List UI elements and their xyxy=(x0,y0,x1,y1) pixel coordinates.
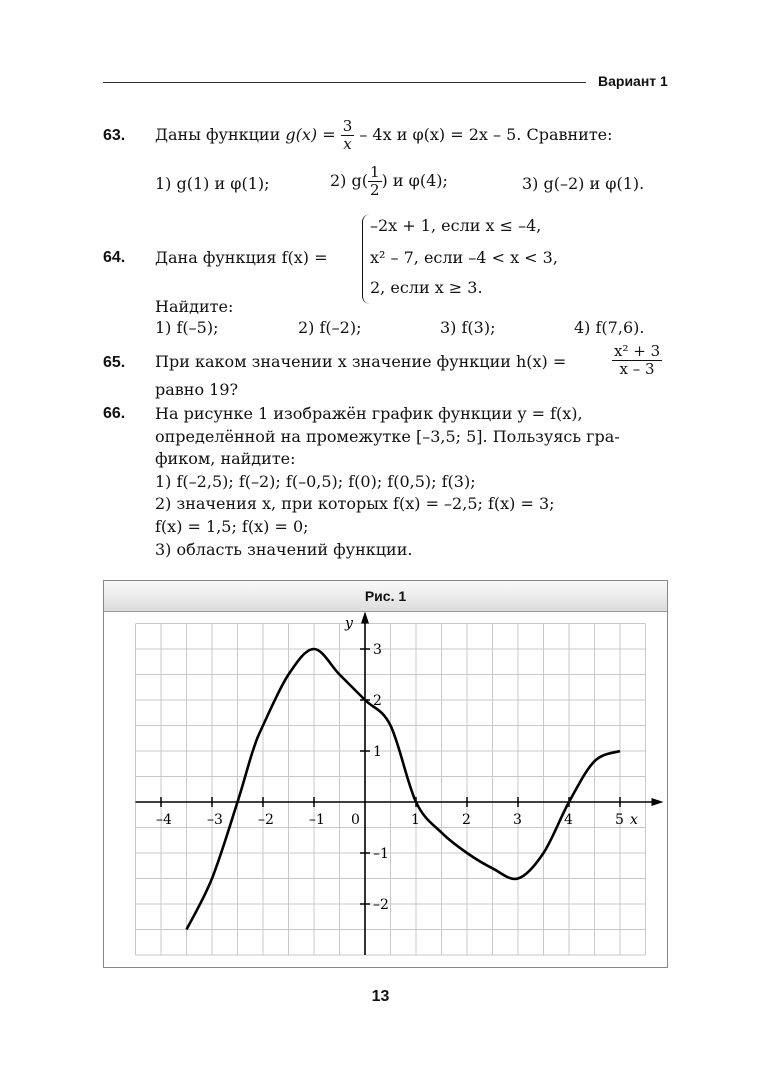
problem-63-item-2: 2) g( $\frac{1}{2}$ ) и φ(4); xyxy=(330,163,448,199)
y-tick-label: 1 xyxy=(373,744,382,760)
numerator: 3 xyxy=(342,117,353,135)
graph xyxy=(104,612,667,968)
numerator: x² + 3 xyxy=(614,342,661,360)
figure-title: Рис. 1 xyxy=(104,581,667,612)
numerator: 1 xyxy=(370,163,380,181)
problem-63-item-1: 1) g(1) и φ(1); xyxy=(155,174,270,193)
case-3: 2, если x ≥ 3. xyxy=(370,278,483,297)
denominator: x xyxy=(343,135,352,153)
x-tick-label: 1 xyxy=(411,812,420,828)
problem-63-item-3: 3) g(–2) и φ(1). xyxy=(522,174,645,193)
problem-number: 64. xyxy=(103,249,126,266)
fraction xyxy=(368,164,382,199)
problem-number: 63. xyxy=(103,127,126,144)
text: Даны функции xyxy=(155,125,281,144)
function-curve xyxy=(187,649,621,930)
line: фиком, найдите: xyxy=(155,449,296,468)
line: определённой на промежутке [–3,5; 5]. Пользуясь гра- xyxy=(155,427,620,446)
item: 4) f(7,6). xyxy=(574,318,645,337)
text: 2) g xyxy=(330,171,362,190)
problem-65-text: равно 19? xyxy=(155,380,239,399)
case-1: –2x + 1, если x ≤ –4, xyxy=(370,216,542,235)
find-label: Найдите: xyxy=(155,297,234,316)
x-tick-label: –2 xyxy=(258,812,274,828)
variant-label: Вариант 1 xyxy=(598,73,668,89)
item: 1) f(–5); xyxy=(155,318,219,337)
x-tick-label: 0 xyxy=(351,812,360,828)
x-tick-label: –3 xyxy=(207,812,223,828)
y-tick-label: –2 xyxy=(373,897,389,913)
line: 3) область значений функции. xyxy=(155,540,413,559)
line: На рисунке 1 изображён график функции y = f(x), xyxy=(155,404,583,423)
x-axis-label: x xyxy=(630,812,638,828)
text: (x) = xyxy=(295,125,336,144)
x-tick-label: –1 xyxy=(309,812,325,828)
denominator: 2 xyxy=(370,181,380,199)
x-axis-arrow-icon xyxy=(652,798,664,806)
item: 3) f(3); xyxy=(440,318,496,337)
line: 1) f(–2,5); f(–2); f(–0,5); f(0); f(0,5); f(3); xyxy=(155,472,476,491)
y-tick-label: 3 xyxy=(373,642,382,658)
x-tick-label: 4 xyxy=(564,812,573,828)
problem-65-text: При каком значении x значение функции h(x) = xyxy=(155,352,567,371)
fraction xyxy=(341,118,355,153)
item: 2) f(–2); xyxy=(298,318,362,337)
figure-1 xyxy=(103,580,668,968)
line: f(x) = 1,5; f(x) = 0; xyxy=(155,517,309,536)
problem-64-intro: Дана функция f(x) = xyxy=(155,248,328,267)
y-axis-label: y xyxy=(345,615,353,632)
problem-63-text xyxy=(155,118,613,153)
y-axis-arrow-icon xyxy=(361,612,369,624)
x-tick-label: 5 xyxy=(615,812,624,828)
case-2: x² – 7, если –4 < x < 3, xyxy=(370,248,558,267)
text: – 4x и φ(x) = 2x – 5. Сравните: xyxy=(359,125,613,144)
denominator: x – 3 xyxy=(619,360,655,378)
page-number: 13 xyxy=(371,988,390,1005)
problem-number: 65. xyxy=(103,354,126,371)
text: и φ(4); xyxy=(392,171,448,190)
text: g xyxy=(285,125,296,144)
x-tick-label: 2 xyxy=(462,812,471,828)
fraction xyxy=(612,343,662,378)
y-tick-label: –1 xyxy=(373,846,389,862)
y-tick-label: 2 xyxy=(373,693,382,709)
header-rule xyxy=(103,82,586,83)
line: 2) значения x, при которых f(x) = –2,5; f(x) = 3; xyxy=(155,494,555,513)
problem-number: 66. xyxy=(103,405,126,422)
x-tick-label: 3 xyxy=(513,812,522,828)
x-tick-label: –4 xyxy=(156,812,172,828)
